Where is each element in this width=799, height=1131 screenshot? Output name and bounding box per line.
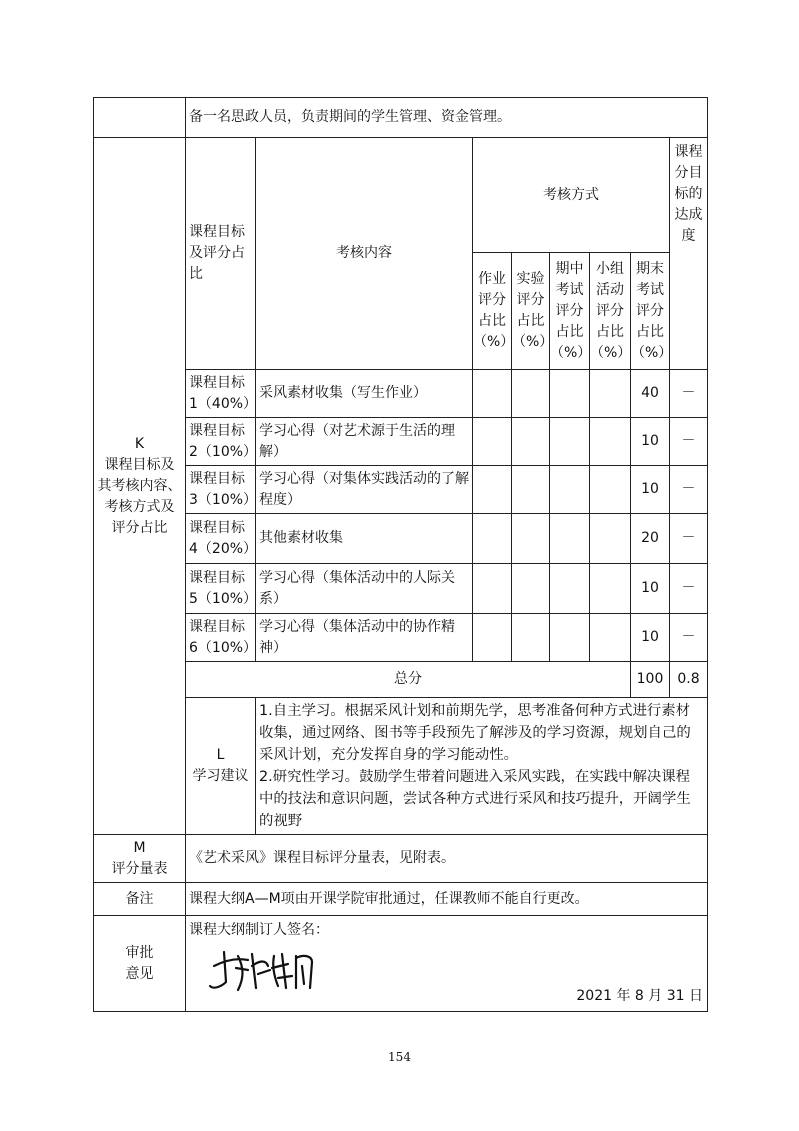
suggestion-paragraph: 1.自主学习。根据采风计划和前期先学，思考准备何种方式进行素材收集，通过网络、图书等手段预先了解涉及的学习资源，规划自己的采风计划，充分发挥自身的学习能动性。 [259,703,691,763]
header-achievement-line: 度 [681,228,696,244]
achievement-cell: － [670,614,708,662]
midterm-cell [550,418,590,466]
goal-line: 课程目标 [189,374,245,391]
achievement-cell: － [670,370,708,418]
table-row [94,466,708,514]
goal-line: 1（40%） [189,395,258,412]
group-cell [590,514,631,564]
section-m-letter: M [133,839,146,856]
homework-cell [473,370,512,418]
final-cell: 10 [631,614,670,662]
section-k-label [94,138,186,835]
top-row-empty-cell [94,98,186,138]
section-k-label-line: 其考核内容、 [97,477,182,494]
table-row [94,614,708,662]
homework-cell [473,418,512,466]
header-achievement-line: 课程 [674,144,703,160]
subheader-line: 评分 [516,292,545,308]
achievement-cell: － [670,466,708,514]
final-cell: 20 [631,514,670,564]
section-m-label-text: 评分量表 [111,860,168,877]
homework-cell [473,564,512,614]
content-cell: 采风素材收集（写生作业） [256,370,473,418]
approval-label [94,916,186,1012]
subheader-line: 评分 [555,302,584,319]
experiment-cell [512,418,550,466]
experiment-cell [512,370,550,418]
subheader-line: （%） [631,344,673,361]
subheader-line: （%） [550,344,592,361]
subheader-line: 期中 [555,260,584,277]
subheader-homework [473,253,515,370]
page-number: 154 [388,1050,411,1064]
approval-label-line: 审批 [125,944,154,961]
goal-line: 4（20%） [189,540,258,557]
total-achievement: 0.8 [670,662,708,698]
final-cell: 40 [631,370,670,418]
header-method: 考核方式 [473,138,670,253]
subheader-line: 占比 [478,313,506,329]
experiment-cell [512,514,550,564]
experiment-cell [512,564,550,614]
goal-line: 课程目标 [189,569,245,586]
midterm-cell [550,370,590,418]
approval-cell [186,916,708,1012]
table-row [94,514,708,564]
remark-text: 课程大纲A—M项由开课学院审批通过，任课教师不能自行更改。 [186,883,708,916]
midterm-cell [550,564,590,614]
subheader-line: 考试 [555,281,584,298]
goal-line: 3（10%） [189,491,258,508]
section-l-label [186,698,256,835]
subheader-line: 占比 [555,323,584,340]
signature-prompt: 课程大纲制订人签名： [189,922,329,938]
group-cell [590,418,631,466]
header-goal-line: 及评分占 [189,245,245,261]
final-cell: 10 [631,466,670,514]
goal-cell [186,466,256,514]
goal-cell [186,370,256,418]
rating-scale-text: 《艺术采风》课程目标评分量表，见附表。 [186,835,708,883]
table-row [94,564,708,614]
final-cell: 10 [631,418,670,466]
subheader-line: （%） [590,344,632,361]
midterm-cell [550,514,590,564]
achievement-cell: － [670,418,708,466]
section-m-label [94,835,186,883]
header-achievement-line: 达成 [674,207,703,223]
homework-cell [473,614,512,662]
subheader-line: 评分 [636,302,664,319]
header-achievement-line: 标的 [674,186,703,202]
subheader-line: 占比 [636,323,664,340]
approval-date: 2021 年 8 月 31 日 [576,988,703,1004]
content-cell: 其他素材收集 [256,514,473,564]
section-l-letter: L [216,747,225,763]
goal-line: 课程目标 [189,470,245,487]
experiment-cell [512,466,550,514]
subheader-line: （%） [473,334,515,350]
handwritten-signature [208,946,328,996]
midterm-cell [550,614,590,662]
header-achievement [670,138,708,370]
subheader-line: 作业 [478,271,506,287]
header-content: 考核内容 [256,138,473,370]
subheader-midterm [550,253,590,370]
homework-cell [473,466,512,514]
content-cell: 学习心得（对艺术源于生活的理解） [256,418,473,466]
achievement-cell: － [670,564,708,614]
total-row [94,662,708,698]
section-k-label-line: 考核方式及 [104,498,175,515]
header-goal-cell [186,138,256,370]
subheader-line: 活动 [596,281,624,298]
approval-label-line: 意见 [125,965,154,982]
group-cell [590,614,631,662]
goal-line: 课程目标 [189,519,245,536]
section-k-label-line: 评分占比 [111,519,168,536]
total-final: 100 [631,662,670,698]
goal-cell [186,514,256,564]
goal-cell [186,564,256,614]
content-cell: 学习心得（集体活动中的协作精神） [256,614,473,662]
group-cell [590,466,631,514]
section-k-letter: K [134,435,145,452]
homework-cell [473,514,512,564]
subheader-experiment [512,253,554,370]
table-row [94,418,708,466]
header-goal-line: 课程目标 [189,224,245,240]
content-cell: 学习心得（集体活动中的人际关系） [256,564,473,614]
header-achievement-line: 分目 [674,165,703,181]
goal-line: 5（10%） [189,590,258,607]
group-cell [590,370,631,418]
subheader-line: 期末 [636,260,664,277]
subheader-line: 考试 [636,281,664,298]
subheader-line: 占比 [596,323,624,340]
subheader-line: 实验 [516,271,545,287]
table-row [94,370,708,418]
section-k-label-line: 课程目标及 [104,456,175,473]
subheader-line: 小组 [596,260,624,277]
goal-line: 课程目标 [189,618,245,635]
experiment-cell [512,614,550,662]
content-cell: 学习心得（对集体实践活动的了解程度） [256,466,473,514]
top-row-text: 备一名思政人员，负责期间的学生管理、资金管理。 [186,98,708,138]
subheader-line: 评分 [596,302,624,319]
final-cell: 10 [631,564,670,614]
total-label: 总分 [186,662,631,698]
goal-cell [186,614,256,662]
midterm-cell [550,466,590,514]
goal-line: 2（10%） [189,443,258,460]
header-goal-line: 比 [189,266,203,282]
syllabus-table [93,97,708,1012]
subheader-group-activity [590,253,631,370]
goal-line: 课程目标 [189,422,245,439]
group-cell [590,564,631,614]
learning-suggestions [256,698,708,835]
subheader-line: （%） [512,334,554,350]
subheader-line: 占比 [516,313,545,329]
goal-cell [186,418,256,466]
subheader-final [631,253,673,370]
achievement-cell: － [670,514,708,564]
remark-label: 备注 [94,883,186,916]
suggestion-paragraph: 2.研究性学习。鼓励学生带着问题进入采风实践，在实践中解决课程中的技法和意识问题，尝试各种方式进行采风和技巧提升，开阔学生的视野 [259,769,691,829]
goal-line: 6（10%） [189,639,258,656]
section-l-label-text: 学习建议 [192,768,249,784]
subheader-line: 评分 [478,292,506,308]
